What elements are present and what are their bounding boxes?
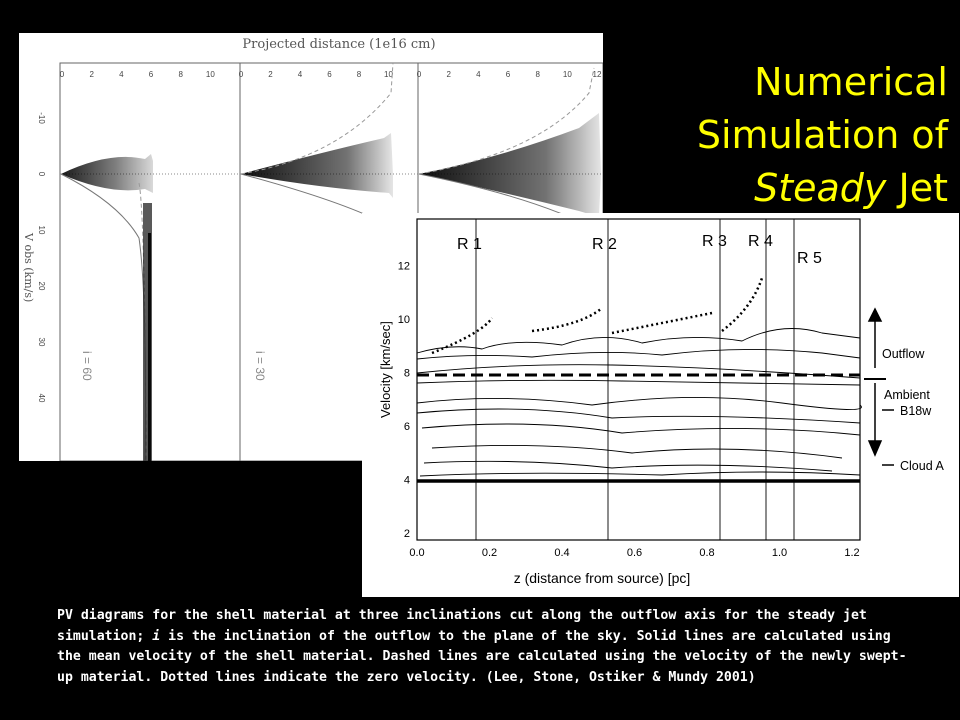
right-y-tick-label: 2 (403, 528, 410, 540)
left-y-tick-labels (37, 112, 46, 403)
left-x-tick-label: 10 (562, 70, 572, 79)
left-x-tick-label: 6 (148, 70, 154, 79)
left-x-tick-labels (60, 70, 602, 79)
right-y-tick-label: 8 (403, 367, 410, 380)
title-line-1: Numerical (754, 60, 948, 104)
right-y-tick-labels (398, 261, 410, 541)
left-x-tick-label: 2 (268, 70, 273, 79)
right-x-tick-label: 0.4 (554, 547, 570, 559)
left-y-tick-label: 30 (37, 337, 46, 347)
caption-part-b: is the inclination of the outflow to the plane of the sky. Solid lines are calculated using the mean velocity of the shell material. Dashed lines are calculated using the velocity of the newly swept-up material. Dotted lines indicate the zero velocity. (Lee, Stone, Ostiker & Mundy 2001) (57, 628, 907, 685)
right-y-axis-label: Velocity [km/sec] (378, 321, 393, 418)
region-label-r4: R 4 (748, 233, 773, 250)
left-top-label: Projected distance (1e16 cm) (242, 37, 436, 52)
caption-italic-i: i (152, 628, 161, 644)
left-x-tick-label: 12 (592, 70, 602, 79)
velocity-distance-figure (362, 213, 959, 597)
ambient-label: Ambient (884, 388, 930, 402)
left-x-tick-label: 4 (119, 70, 124, 79)
b18w-label: B18w (900, 404, 932, 418)
left-y-tick-label: -10 (37, 112, 46, 124)
left-x-tick-label: 6 (327, 70, 332, 79)
right-x-tick-label: 0.8 (699, 547, 715, 559)
slide-title (648, 56, 948, 215)
right-y-tick-label: 10 (397, 314, 410, 326)
region-label-r5: R 5 (797, 250, 822, 267)
left-y-tick-label: 0 (37, 171, 46, 177)
velocity-distance-svg (362, 213, 959, 597)
left-x-tick-label: 0 (238, 70, 244, 79)
left-y-tick-label: 40 (37, 393, 46, 403)
left-x-tick-label: 8 (178, 70, 183, 79)
left-y-tick-label: 20 (37, 281, 46, 291)
panel2-inclination-label: i = 30 (253, 351, 267, 381)
cloud-a-label: Cloud A (900, 459, 944, 473)
right-x-tick-labels (409, 547, 859, 559)
right-y-tick-label: 12 (397, 260, 410, 273)
left-x-tick-label: 4 (297, 70, 303, 79)
title-last-word: Jet (886, 166, 948, 210)
right-x-tick-label: 1.2 (844, 547, 860, 559)
figure-caption (57, 606, 917, 688)
right-x-tick-label: 0.6 (626, 547, 643, 559)
region-label-r1: R 1 (457, 236, 482, 253)
right-x-tick-label: 0.0 (409, 547, 425, 559)
left-x-tick-label: 10 (384, 70, 393, 79)
left-y-tick-label: 10 (37, 225, 46, 235)
left-x-tick-label: 2 (89, 70, 94, 79)
left-x-tick-label: 8 (535, 70, 540, 79)
right-y-tick-label: 6 (403, 421, 410, 433)
right-x-tick-label: 0.2 (481, 547, 498, 559)
left-x-tick-label: 0 (59, 70, 65, 79)
left-x-tick-label: 8 (356, 70, 362, 79)
title-italic-word: Steady (754, 166, 887, 210)
left-x-tick-label: 0 (416, 70, 422, 79)
left-x-tick-label: 4 (476, 70, 481, 79)
region-label-r2: R 2 (592, 236, 617, 253)
right-x-tick-label: 1.0 (771, 547, 788, 559)
left-y-axis-label: V obs (km/s) (22, 233, 35, 303)
left-x-tick-label: 2 (446, 70, 451, 79)
region-label-r3: R 3 (702, 233, 727, 250)
left-x-tick-label: 10 (205, 70, 215, 79)
right-y-tick-label: 4 (403, 474, 410, 487)
left-x-tick-label: 6 (505, 70, 511, 79)
right-x-axis-label: z (distance from source) [pc] (513, 570, 691, 586)
outflow-label: Outflow (882, 347, 925, 361)
title-line-3 (648, 162, 948, 215)
caption-part-a: PV diagrams for the shell material at three inclinations cut along the outflow axis for the steady jet simulation; (57, 608, 867, 644)
panel1-inclination-label: i = 60 (80, 351, 94, 381)
title-line-2: Simulation of (696, 113, 948, 157)
